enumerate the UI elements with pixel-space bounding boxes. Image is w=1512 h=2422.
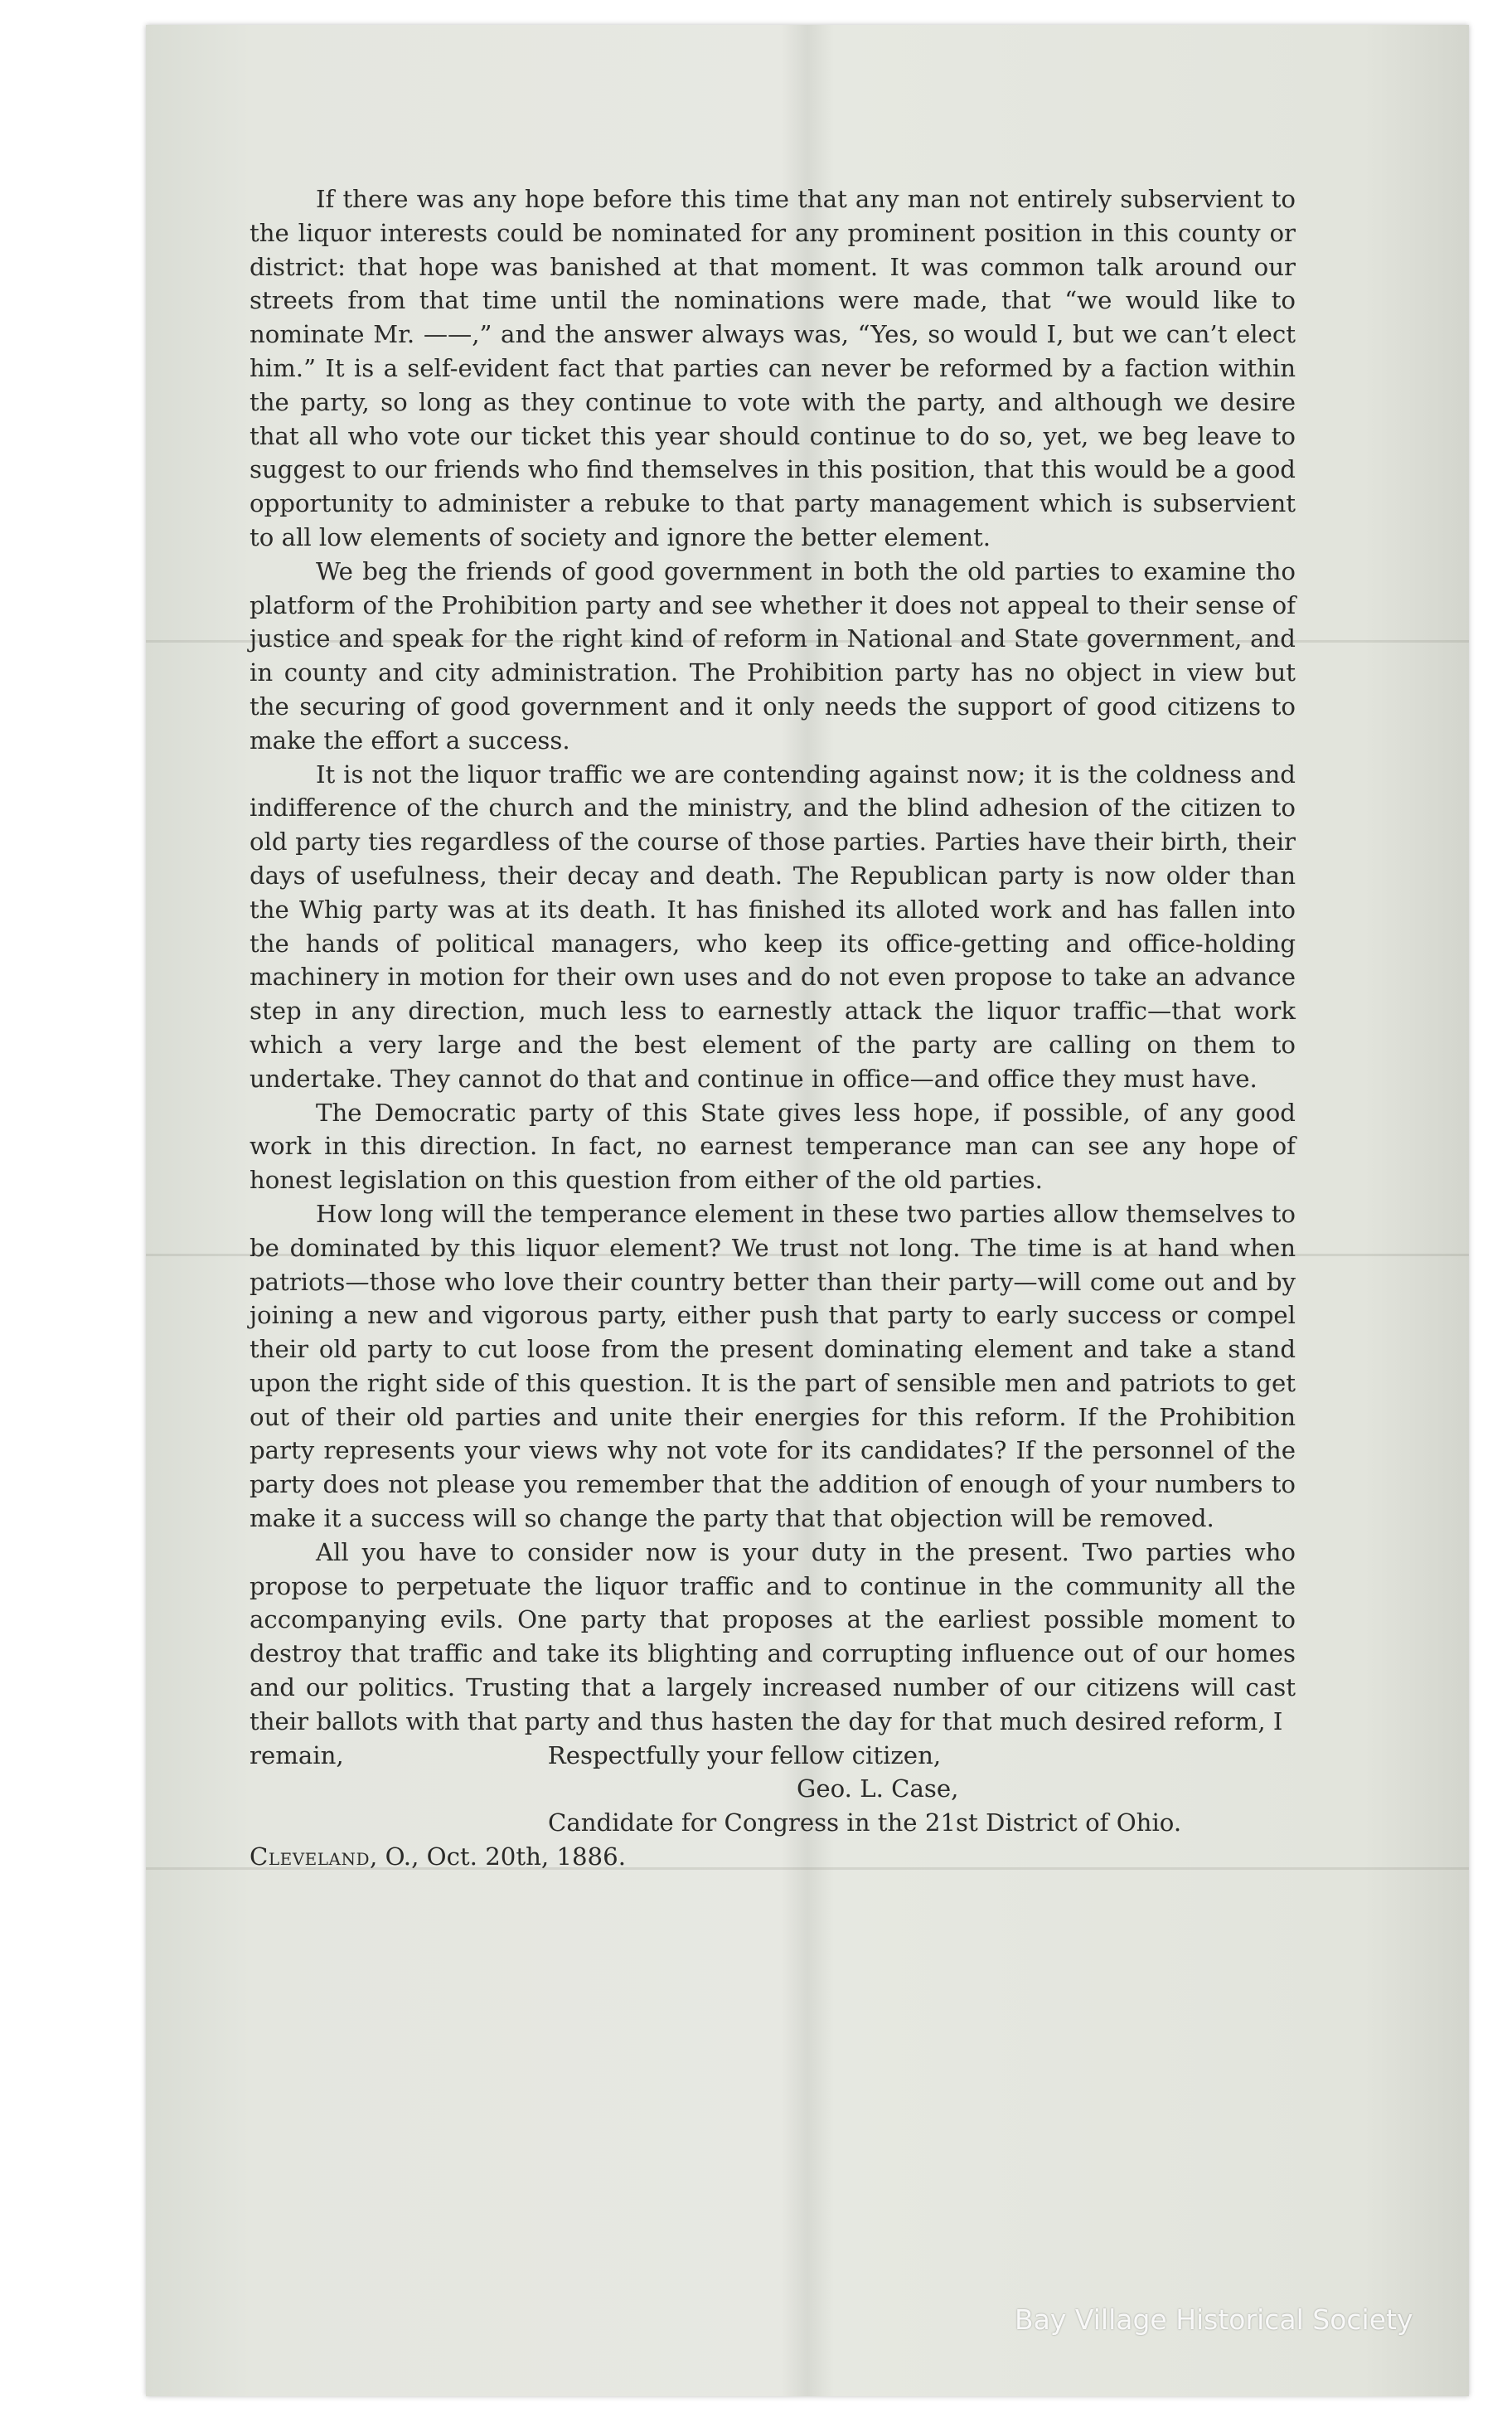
place-date-line <box>250 1840 1296 1874</box>
closing-salutation: Respectfully your fellow citizen, <box>547 1740 942 1769</box>
letter-date: , O., Oct. 20th, 1886. <box>370 1842 626 1871</box>
paragraph: How long will the temperance element in these two parties allow themselves to be dominated by this liquor element? We trust not long. The time is at hand when patriots—those who love their country better than their party—will come out and by joining a new and vigorous party, either push that party to early success or compel their old party to cut loose from the present dominating element and take a stand upon the right side of this question. It is the part of sensible men and patriots to get out of their old parties and unite their energies for this reform. If the Prohibition party represents your views why not vote for its candidates? If the personnel of the party does not please you remember that the addition of enough of your numbers to make it a success will so change the party that that objection will be removed. <box>250 1199 1296 1533</box>
paragraph: All you have to consider now is your duty in the present. Two parties who propose to perpetuate the liquor traffic and to continue in the community all the accompanying evils. One party that proposes at the earliest possible moment to destroy that traffic and take its blighting and corrupting influence out of our homes and our politics. Trusting that a largely increased number of our citizens will cast their ballots with that party and thus hasten the day for that much desired reform, I <box>250 1537 1296 1735</box>
closing-remain: remain, <box>250 1740 344 1769</box>
paragraph: It is not the liquor traffic we are contending against now; it is the coldness and indifference of the church and the ministry, and the blind adhesion of the citizen to old party ties regardless of the course of those parties. Parties have their birth, their days of usefulness, their decay and death. The Republican party is now older than the Whig party was at its death. It has finished its alloted work and has fallen into the hands of political managers, who keep its office-getting and office-holding machinery in motion for their own uses and do not even propose to take an advance step in any direction, much less to earnestly attack the liquor traffic—that work which a very large and the best element of the party are calling on them to undertake. They cannot do that and continue in office—and office they must have. <box>250 760 1296 1093</box>
closing-line <box>250 1739 1296 1773</box>
signature-block <box>250 1739 1296 1874</box>
paragraph: The Democratic party of this State gives less hope, if possible, of any good work in this direction. In fact, no earnest temperance man can see any hope of honest legislation on this question from either of the old parties. <box>250 1098 1296 1195</box>
paragraph: We beg the friends of good government in both the old parties to examine tho platform of the Prohibition party and see whether it does not appeal to their sense of justice and speak for the right kind of reform in National and State government, and in county and city administration. The Prohibition party has no object in view but the securing of good government and it only needs the support of good citizens to make the effort a success. <box>250 556 1296 755</box>
paper-sheet <box>146 25 1469 2396</box>
letter-body <box>250 182 1296 1874</box>
paragraph: If there was any hope before this time that any man not entirely subservient to the liquor interests could be nominated for any prominent position in this county or district: that hope was banished at that moment. It was common talk around our streets from that time until the nominations were made, that “we would like to nominate Mr. ——,” and the answer always was, “Yes, so would I, but we can’t elect him.” It is a self-evident fact that parties can never be reformed by a faction within the party, so long as they continue to vote with the party, and although we desire that all who vote our ticket this year should continue to do so, yet, we beg leave to suggest to our friends who find themselves in this position, that this would be a good opportunity to administer a rebuke to that party management which is subservient to all low elements of society and ignore the better element. <box>250 185 1296 551</box>
signer-title: Candidate for Congress in the 21st District of Ohio. <box>548 1808 1182 1837</box>
archive-watermark: Bay Village Historical Society <box>1015 2303 1413 2336</box>
place-name: Cleveland <box>250 1842 371 1871</box>
signer-name: Geo. L. Case, <box>797 1774 959 1803</box>
